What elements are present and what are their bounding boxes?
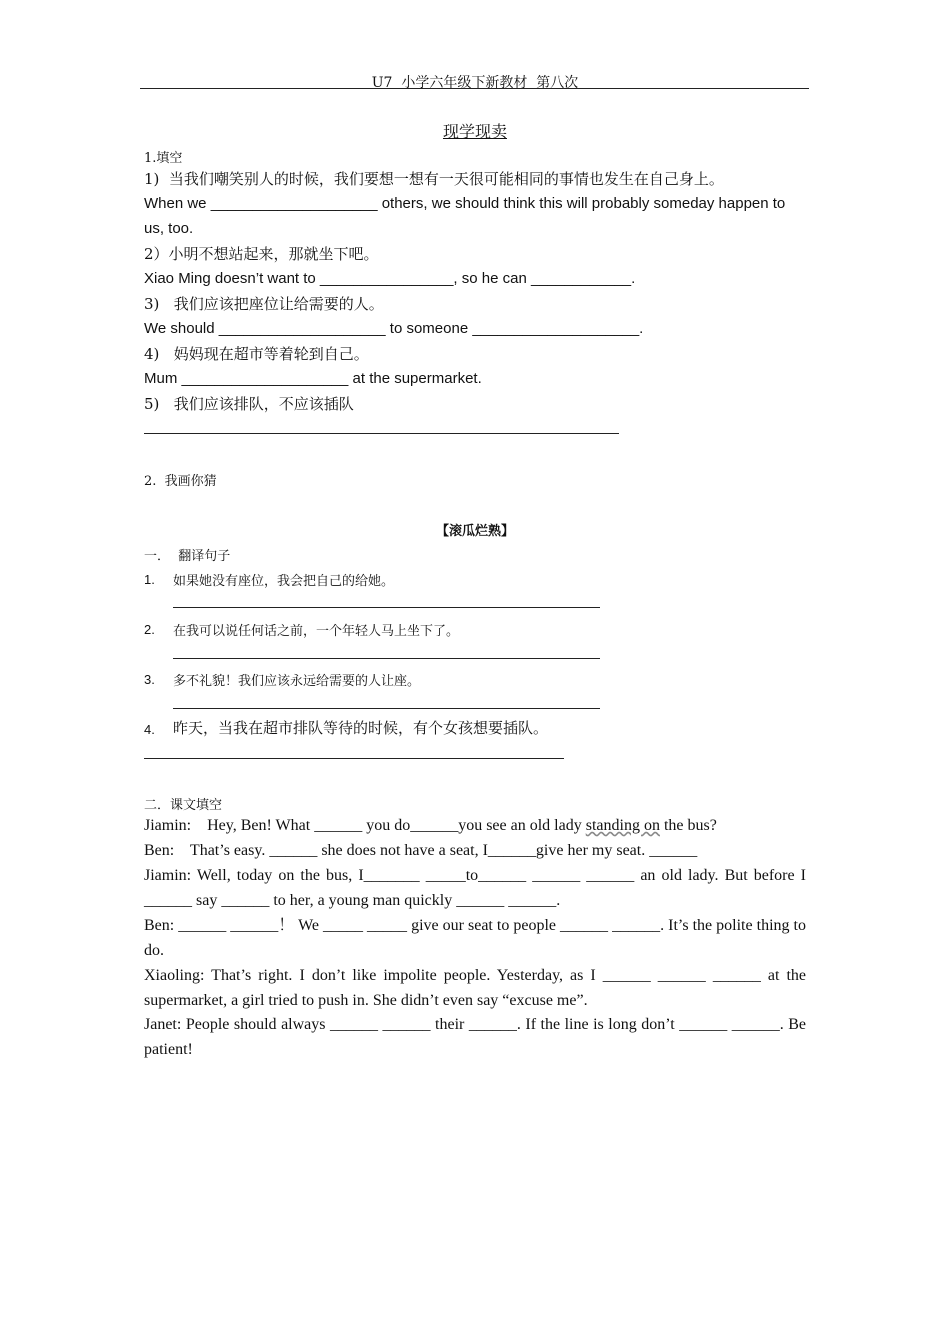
sentence3-number: 3. [144, 672, 155, 687]
dialogue-line-jiamin-1-part-b: ______you see an old lady [410, 817, 586, 834]
item1-english-line2: us, too. [144, 220, 194, 237]
item5-answer-line[interactable] [144, 433, 619, 434]
sentence4-text: 昨天，当我在超市排队等待的时候，有个女孩想要插队。 [173, 719, 549, 737]
translate-heading: 一． 翻译句子 [144, 549, 231, 564]
header-rule [140, 88, 809, 89]
dialogue-line-ben-2: Ben: ______ ______！ We _____ _____ give our seat to people ______ ______. It’s the polite thing to do. [144, 917, 806, 959]
sentence2-text: 在我可以说任何话之前，一个年轻人马上坐下了。 [173, 624, 460, 639]
sentence4-number: 4. [144, 722, 155, 737]
dialogue-line-jiamin-1-part-d: the bus? [659, 817, 717, 834]
part1-heading: 1.填空 [144, 151, 183, 166]
dialogue-line-janet: Janet: People should always ______ ______ their ______. If the line is long don’t ______ ______. Be patient! [144, 1016, 806, 1058]
sentence3-text: 多不礼貌！我们应该永远给需要的人让座。 [173, 674, 421, 689]
sentence3-answer-line[interactable] [173, 708, 600, 709]
sentence2-number: 2. [144, 622, 155, 637]
review-title: 【滚瓜烂熟】 [435, 524, 514, 539]
dialogue-line-jiamin-1 [144, 817, 717, 835]
dialogue-line-jiamin-1-part-a: Jiamin: Hey, Ben! What ______ you do [144, 817, 411, 834]
item3-english: We should ____________________ to someone ____________________. [144, 320, 644, 337]
sentence4-answer-line[interactable] [144, 758, 564, 759]
item1-english-line1: When we ____________________ others, we should think this will probably someday happen to [144, 195, 786, 212]
part2-heading: 2. 我画你猜 [144, 474, 217, 489]
item3-chinese: 3) 我们应该把座位让给需要的人。 [144, 295, 384, 313]
item4-chinese: 4) 妈妈现在超市等着轮到自己。 [144, 345, 369, 363]
fill-text-heading: 二．课文填空 [144, 798, 223, 813]
page-header: U7 小学六年级下新教材 第八次 [371, 75, 579, 91]
item2-chinese: 2）小明不想站起来，那就坐下吧。 [144, 245, 379, 263]
item4-english: Mum ____________________ at the supermarket. [144, 370, 482, 387]
dialogue-line-jiamin-1-highlight: standing on [585, 817, 660, 834]
item5-chinese: 5) 我们应该排队，不应该插队 [144, 395, 354, 413]
item1-chinese: 1) 当我们嘲笑别人的时候，我们要想一想有一天很可能相同的事情也发生在自己身上。 [144, 170, 724, 188]
page-title: 现学现卖 [442, 122, 507, 141]
sentence1-text: 如果她没有座位，我会把自己的给她。 [173, 574, 395, 589]
dialogue-line-ben-1: Ben: That’s easy. ______ she does not have a seat, I______give her my seat. ______ [144, 842, 698, 859]
sentence1-number: 1. [144, 572, 155, 587]
sentence1-answer-line[interactable] [173, 607, 600, 608]
item2-english: Xiao Ming doesn’t want to ________________, so he can ____________. [144, 270, 636, 287]
dialogue-line-xiaoling: Xiaoling: That’s right. I don’t like impolite people. Yesterday, as I ______ ______ ______ at the supermarket, a girl tried to push in. She didn’t even say “excuse me”. [144, 967, 806, 1009]
dialogue-line-jiamin-2: Jiamin: Well, today on the bus, I_______ _____to______ ______ ______ an old lady. But before I ______ say ______ to her, a young man quickly ______ ______. [144, 867, 806, 909]
sentence2-answer-line[interactable] [173, 658, 600, 659]
